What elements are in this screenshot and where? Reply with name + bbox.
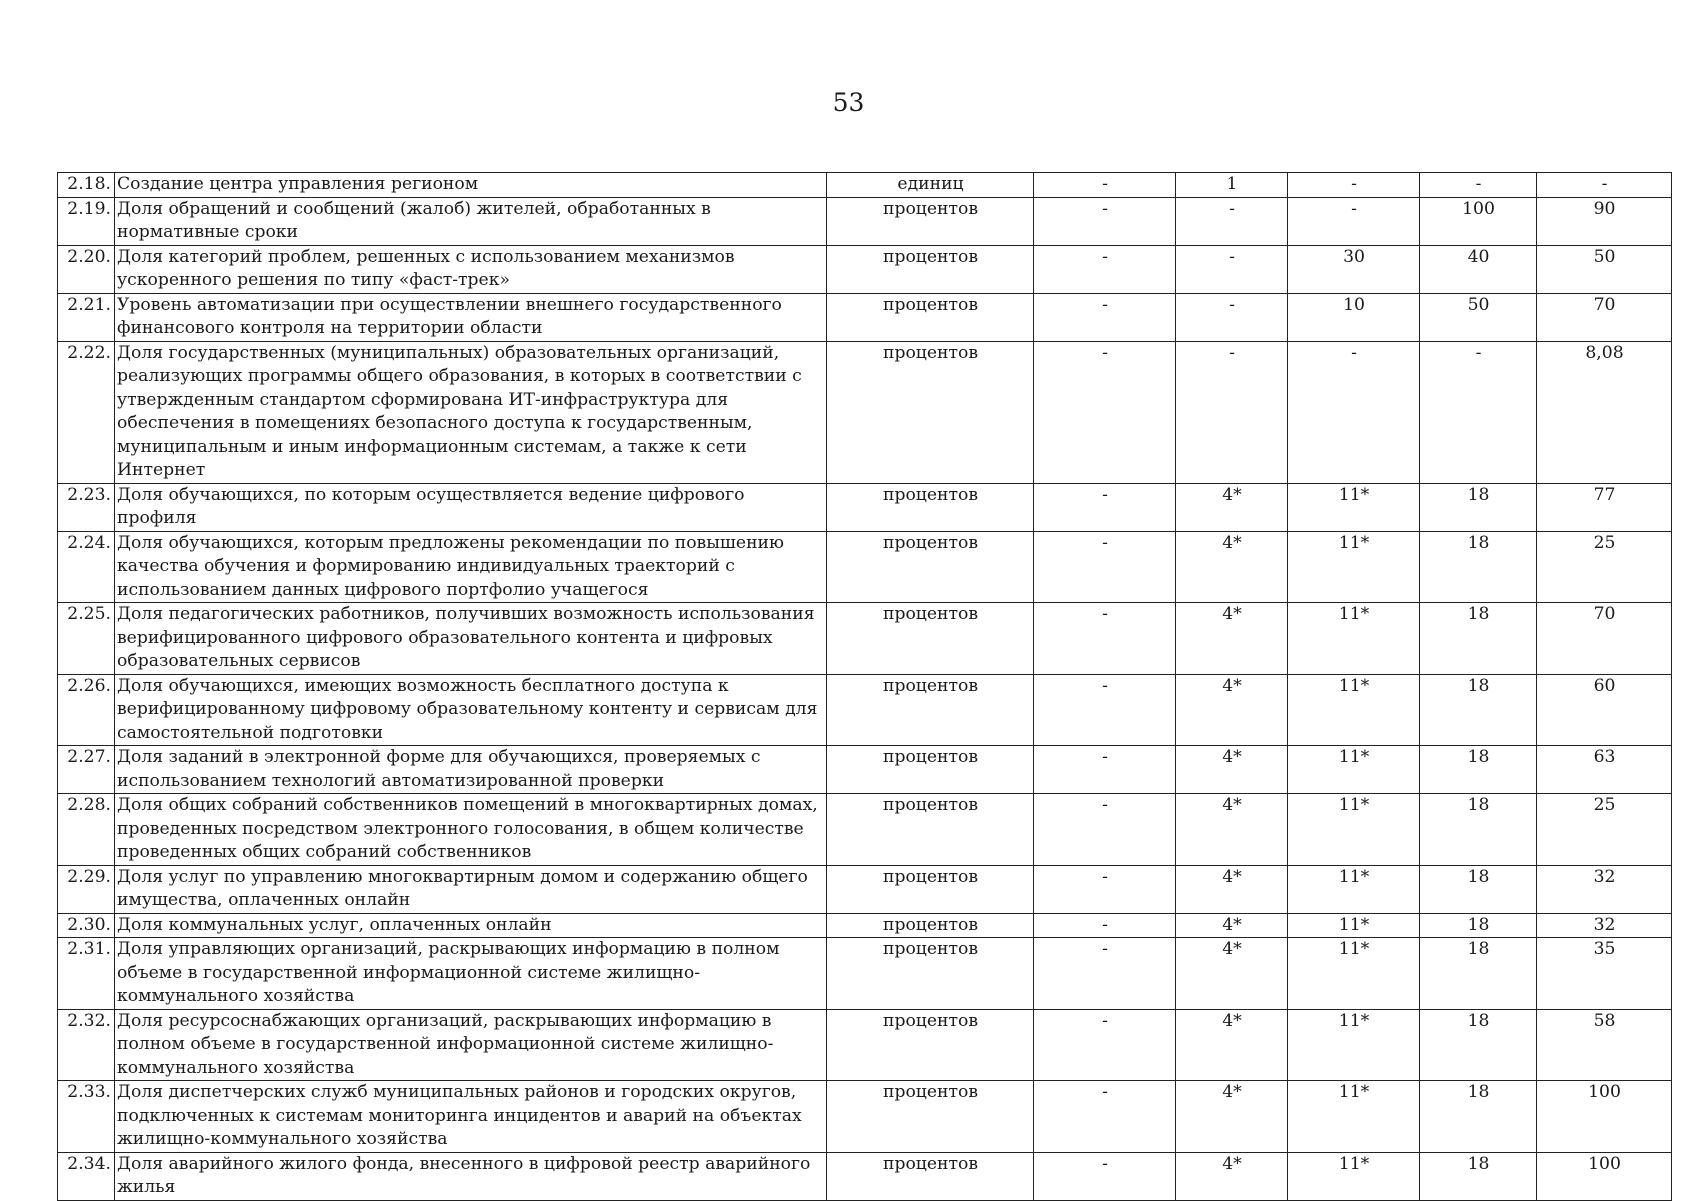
value-col-3-cell: 11* — [1288, 603, 1420, 675]
unit-cell: процентов — [827, 245, 1034, 293]
value-col-3-cell: 11* — [1288, 531, 1420, 603]
row-number-cell: 2.18. — [58, 173, 115, 198]
unit-cell: процентов — [827, 293, 1034, 341]
value-col-1-cell: - — [1034, 794, 1176, 866]
indicator-name-cell: Уровень автоматизации при осуществлении внешнего государственного финансового контроля на территории области — [115, 293, 827, 341]
value-col-1-cell: - — [1034, 746, 1176, 794]
row-number-cell: 2.33. — [58, 1081, 115, 1153]
value-col-5-cell: 100 — [1537, 1152, 1672, 1200]
value-col-1-cell: - — [1034, 483, 1176, 531]
value-col-5-cell: 58 — [1537, 1009, 1672, 1081]
value-col-2-cell: 4* — [1176, 746, 1288, 794]
table-row — [58, 341, 1672, 483]
row-number-cell: 2.21. — [58, 293, 115, 341]
value-col-1-cell: - — [1034, 938, 1176, 1010]
value-col-2-cell: 4* — [1176, 1152, 1288, 1200]
value-col-5-cell: 32 — [1537, 913, 1672, 938]
value-col-1-cell: - — [1034, 1152, 1176, 1200]
row-number-cell: 2.34. — [58, 1152, 115, 1200]
value-col-2-cell: - — [1176, 197, 1288, 245]
value-col-1-cell: - — [1034, 913, 1176, 938]
indicator-name-cell: Доля ресурсоснабжающих организаций, раскрывающих информацию в полном объеме в государственной информационной системе жилищно-коммунального хозяйства — [115, 1009, 827, 1081]
table-row — [58, 794, 1672, 866]
value-col-1-cell: - — [1034, 1081, 1176, 1153]
table-body — [58, 173, 1672, 1201]
value-col-4-cell: 18 — [1420, 865, 1537, 913]
value-col-5-cell: 35 — [1537, 938, 1672, 1010]
unit-cell: процентов — [827, 1009, 1034, 1081]
value-col-5-cell: 100 — [1537, 1081, 1672, 1153]
value-col-1-cell: - — [1034, 293, 1176, 341]
value-col-4-cell: 18 — [1420, 1152, 1537, 1200]
value-col-4-cell: 40 — [1420, 245, 1537, 293]
row-number-cell: 2.32. — [58, 1009, 115, 1081]
unit-cell: процентов — [827, 1152, 1034, 1200]
table-row — [58, 865, 1672, 913]
table-row — [58, 531, 1672, 603]
value-col-2-cell: 4* — [1176, 531, 1288, 603]
value-col-5-cell: 90 — [1537, 197, 1672, 245]
row-number-cell: 2.25. — [58, 603, 115, 675]
value-col-3-cell: 11* — [1288, 1152, 1420, 1200]
table-row — [58, 674, 1672, 746]
value-col-1-cell: - — [1034, 245, 1176, 293]
table-row — [58, 245, 1672, 293]
table-row — [58, 938, 1672, 1010]
value-col-5-cell: 70 — [1537, 293, 1672, 341]
value-col-1-cell: - — [1034, 1009, 1176, 1081]
value-col-2-cell: 4* — [1176, 483, 1288, 531]
table-row — [58, 1152, 1672, 1200]
value-col-2-cell: - — [1176, 341, 1288, 483]
value-col-4-cell: 18 — [1420, 794, 1537, 866]
unit-cell: процентов — [827, 865, 1034, 913]
indicator-name-cell: Доля управляющих организаций, раскрывающих информацию в полном объеме в государственной информационной системе жилищно-коммунального хозяйства — [115, 938, 827, 1010]
value-col-4-cell: 18 — [1420, 674, 1537, 746]
value-col-2-cell: 1 — [1176, 173, 1288, 198]
indicator-name-cell: Доля заданий в электронной форме для обучающихся, проверяемых с использованием технологий автоматизированной проверки — [115, 746, 827, 794]
value-col-5-cell: 70 — [1537, 603, 1672, 675]
value-col-1-cell: - — [1034, 603, 1176, 675]
value-col-4-cell: 18 — [1420, 531, 1537, 603]
row-number-cell: 2.24. — [58, 531, 115, 603]
value-col-3-cell: 11* — [1288, 865, 1420, 913]
value-col-3-cell: - — [1288, 173, 1420, 198]
table-row — [58, 293, 1672, 341]
value-col-4-cell: 18 — [1420, 938, 1537, 1010]
page-number: 53 — [832, 88, 865, 117]
value-col-1-cell: - — [1034, 865, 1176, 913]
unit-cell: процентов — [827, 483, 1034, 531]
value-col-5-cell: - — [1537, 173, 1672, 198]
unit-cell: процентов — [827, 794, 1034, 866]
value-col-4-cell: 18 — [1420, 746, 1537, 794]
value-col-2-cell: - — [1176, 245, 1288, 293]
value-col-2-cell: - — [1176, 293, 1288, 341]
indicator-name-cell: Доля государственных (муниципальных) образовательных организаций, реализующих программы общего образования, в которых в соответствии с утвержденным стандартом сформирована ИТ-инфраструктура для обеспечения в помещениях безопасного доступа к государственным, муниципальным и иным информационным системам, а также к сети Интернет — [115, 341, 827, 483]
unit-cell: процентов — [827, 938, 1034, 1010]
value-col-3-cell: - — [1288, 197, 1420, 245]
value-col-4-cell: 100 — [1420, 197, 1537, 245]
value-col-3-cell: 11* — [1288, 938, 1420, 1010]
indicator-name-cell: Доля аварийного жилого фонда, внесенного в цифровой реестр аварийного жилья — [115, 1152, 827, 1200]
value-col-1-cell: - — [1034, 173, 1176, 198]
value-col-5-cell: 77 — [1537, 483, 1672, 531]
value-col-1-cell: - — [1034, 531, 1176, 603]
value-col-2-cell: 4* — [1176, 865, 1288, 913]
row-number-cell: 2.31. — [58, 938, 115, 1010]
value-col-3-cell: 11* — [1288, 674, 1420, 746]
value-col-4-cell: - — [1420, 173, 1537, 198]
table-row — [58, 1009, 1672, 1081]
unit-cell: процентов — [827, 913, 1034, 938]
unit-cell: процентов — [827, 674, 1034, 746]
indicator-name-cell: Доля коммунальных услуг, оплаченных онлайн — [115, 913, 827, 938]
value-col-4-cell: 18 — [1420, 913, 1537, 938]
indicator-name-cell: Доля услуг по управлению многоквартирным домом и содержанию общего имущества, оплаченных онлайн — [115, 865, 827, 913]
row-number-cell: 2.19. — [58, 197, 115, 245]
value-col-3-cell: - — [1288, 341, 1420, 483]
value-col-3-cell: 11* — [1288, 913, 1420, 938]
indicator-name-cell: Доля педагогических работников, получивших возможность использования верифицированного цифрового образовательного контента и цифровых образовательных сервисов — [115, 603, 827, 675]
value-col-4-cell: 50 — [1420, 293, 1537, 341]
value-col-5-cell: 63 — [1537, 746, 1672, 794]
value-col-5-cell: 25 — [1537, 794, 1672, 866]
indicator-name-cell: Доля общих собраний собственников помещений в многоквартирных домах, проведенных посредством электронного голосования, в общем количестве проведенных общих собраний собственников — [115, 794, 827, 866]
table-row — [58, 913, 1672, 938]
unit-cell: процентов — [827, 746, 1034, 794]
row-number-cell: 2.22. — [58, 341, 115, 483]
row-number-cell: 2.26. — [58, 674, 115, 746]
row-number-cell: 2.29. — [58, 865, 115, 913]
value-col-2-cell: 4* — [1176, 938, 1288, 1010]
value-col-3-cell: 11* — [1288, 794, 1420, 866]
value-col-5-cell: 25 — [1537, 531, 1672, 603]
indicator-name-cell: Доля категорий проблем, решенных с использованием механизмов ускоренного решения по типу «фаст-трек» — [115, 245, 827, 293]
value-col-1-cell: - — [1034, 674, 1176, 746]
table-row — [58, 746, 1672, 794]
value-col-5-cell: 60 — [1537, 674, 1672, 746]
value-col-2-cell: 4* — [1176, 913, 1288, 938]
indicator-name-cell: Создание центра управления регионом — [115, 173, 827, 198]
indicator-name-cell: Доля обучающихся, по которым осуществляется ведение цифрового профиля — [115, 483, 827, 531]
value-col-1-cell: - — [1034, 197, 1176, 245]
value-col-4-cell: 18 — [1420, 1081, 1537, 1153]
value-col-2-cell: 4* — [1176, 1009, 1288, 1081]
unit-cell: процентов — [827, 603, 1034, 675]
indicator-name-cell: Доля обучающихся, которым предложены рекомендации по повышению качества обучения и формированию индивидуальных траекторий с использованием данных цифрового портфолио учащегося — [115, 531, 827, 603]
value-col-5-cell: 32 — [1537, 865, 1672, 913]
row-number-cell: 2.30. — [58, 913, 115, 938]
row-number-cell: 2.20. — [58, 245, 115, 293]
unit-cell: процентов — [827, 197, 1034, 245]
value-col-1-cell: - — [1034, 341, 1176, 483]
unit-cell: процентов — [827, 1081, 1034, 1153]
unit-cell: процентов — [827, 341, 1034, 483]
value-col-3-cell: 10 — [1288, 293, 1420, 341]
row-number-cell: 2.23. — [58, 483, 115, 531]
value-col-3-cell: 11* — [1288, 483, 1420, 531]
value-col-3-cell: 11* — [1288, 1009, 1420, 1081]
table-row — [58, 1081, 1672, 1153]
value-col-4-cell: 18 — [1420, 603, 1537, 675]
indicator-name-cell: Доля обращений и сообщений (жалоб) жителей, обработанных в нормативные сроки — [115, 197, 827, 245]
value-col-2-cell: 4* — [1176, 603, 1288, 675]
value-col-5-cell: 8,08 — [1537, 341, 1672, 483]
row-number-cell: 2.28. — [58, 794, 115, 866]
value-col-3-cell: 30 — [1288, 245, 1420, 293]
value-col-3-cell: 11* — [1288, 1081, 1420, 1153]
table-row — [58, 483, 1672, 531]
value-col-4-cell: - — [1420, 341, 1537, 483]
value-col-4-cell: 18 — [1420, 483, 1537, 531]
unit-cell: процентов — [827, 531, 1034, 603]
table-row — [58, 197, 1672, 245]
value-col-2-cell: 4* — [1176, 1081, 1288, 1153]
value-col-3-cell: 11* — [1288, 746, 1420, 794]
value-col-5-cell: 50 — [1537, 245, 1672, 293]
value-col-4-cell: 18 — [1420, 1009, 1537, 1081]
table-row — [58, 603, 1672, 675]
indicators-table — [57, 172, 1672, 1201]
row-number-cell: 2.27. — [58, 746, 115, 794]
unit-cell: единиц — [827, 173, 1034, 198]
table-row — [58, 173, 1672, 198]
value-col-2-cell: 4* — [1176, 794, 1288, 866]
indicator-name-cell: Доля обучающихся, имеющих возможность бесплатного доступа к верифицированному цифровому образовательному контенту и сервисам для самостоятельной подготовки — [115, 674, 827, 746]
value-col-2-cell: 4* — [1176, 674, 1288, 746]
indicator-name-cell: Доля диспетчерских служб муниципальных районов и городских округов, подключенных к системам мониторинга инцидентов и аварий на объектах жилищно-коммунального хозяйства — [115, 1081, 827, 1153]
